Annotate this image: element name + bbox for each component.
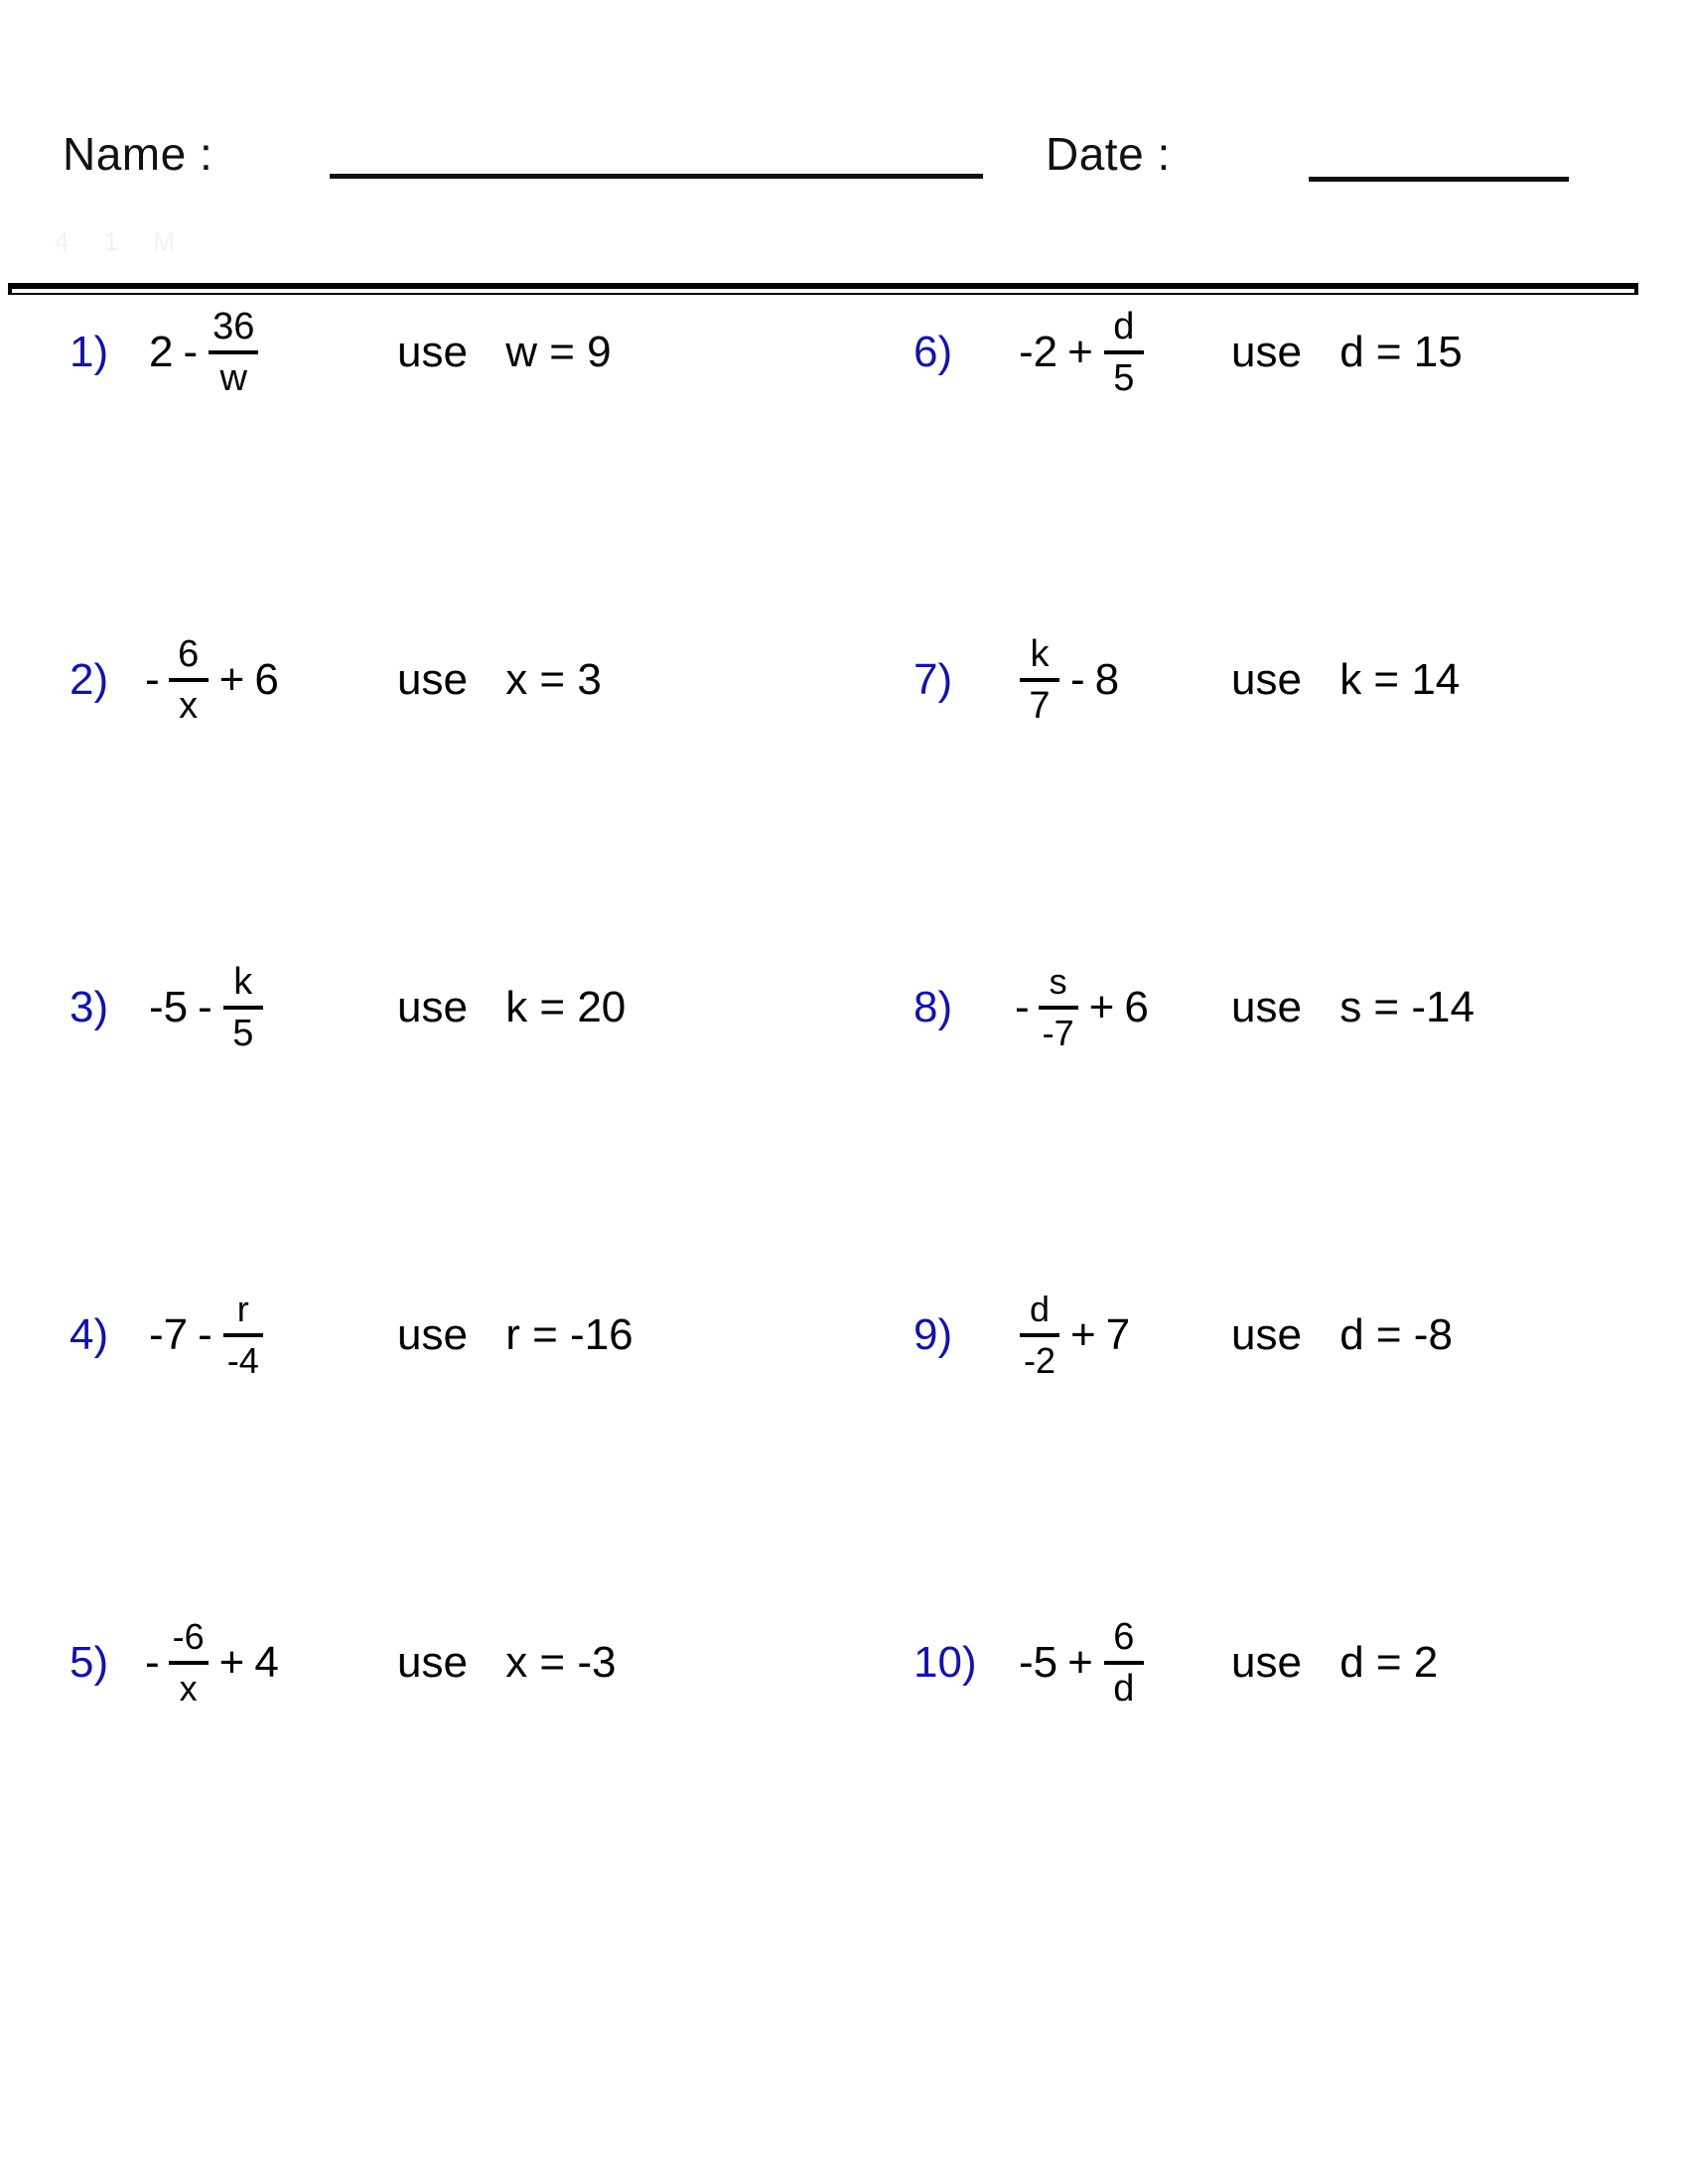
problem-number: 4) (70, 1310, 109, 1359)
substitution-value: k = 20 (505, 983, 627, 1031)
fraction (1104, 1615, 1144, 1710)
problem-number: 10) (914, 1638, 977, 1687)
problem-expression (145, 298, 263, 407)
substitution-value: d = 2 (1339, 1638, 1439, 1687)
first-term: -5 (1019, 1638, 1058, 1687)
fraction-denominator: 5 (232, 1013, 254, 1054)
problem-number: 6) (914, 328, 953, 376)
first-term: -7 (149, 1310, 189, 1359)
problem-4 (70, 1281, 633, 1400)
problem-row (0, 1608, 1688, 1936)
first-term: -5 (149, 983, 189, 1031)
fraction-denominator: 5 (1113, 357, 1135, 399)
fraction (223, 960, 263, 1055)
use-word: use (397, 655, 468, 704)
substitution-value: r = -16 (505, 1310, 633, 1359)
substitution-value: k = 14 (1339, 655, 1461, 704)
use-word: use (397, 328, 468, 376)
problem-expression (145, 1608, 283, 1717)
substitution-block (1231, 298, 1463, 407)
fraction-numerator: -6 (172, 1616, 205, 1657)
fraction (1020, 632, 1059, 728)
substitution-block (397, 953, 626, 1062)
first-term: 2 (149, 328, 174, 376)
substitution-block (397, 1281, 633, 1390)
trailing-operator: + (218, 1638, 245, 1687)
problem-2 (70, 625, 602, 745)
fraction-denominator: -4 (226, 1340, 259, 1381)
fraction-denominator: -2 (1024, 1340, 1056, 1381)
problem-3 (70, 953, 627, 1072)
problem-number: 8) (914, 983, 953, 1031)
header-divider-inner-line (12, 289, 1634, 293)
trailing-operator: + (218, 655, 245, 704)
fraction (209, 305, 258, 400)
fraction-numerator: d (1113, 306, 1135, 347)
substitution-block (1231, 1608, 1438, 1717)
fraction-numerator: 6 (1113, 1616, 1135, 1658)
problem-expression (1015, 625, 1123, 735)
fraction-bar (1039, 1006, 1078, 1010)
substitution-block (1231, 953, 1475, 1062)
leading-sign: - (145, 655, 160, 704)
substitution-value: d = 15 (1339, 328, 1463, 376)
use-word: use (1231, 1310, 1302, 1359)
problem-row (0, 1281, 1688, 1608)
substitution-block (1231, 625, 1460, 735)
use-word: use (1231, 655, 1302, 704)
problem-expression (1015, 1608, 1149, 1717)
fraction (1020, 1288, 1059, 1383)
name-write-line[interactable] (330, 174, 983, 179)
trailing-operator: + (1070, 1310, 1096, 1359)
use-word: use (397, 1638, 468, 1687)
problem-number: 1) (70, 328, 109, 376)
fraction-numerator: s (1049, 961, 1067, 1002)
problem-expression (145, 953, 268, 1062)
fraction-denominator: w (219, 357, 247, 399)
use-word: use (1231, 328, 1302, 376)
operator: + (1067, 328, 1093, 376)
date-write-line[interactable] (1309, 177, 1569, 182)
operator: + (1067, 1638, 1093, 1687)
leading-sign: - (1015, 983, 1030, 1031)
problem-expression (1015, 298, 1149, 407)
fraction-numerator: 6 (178, 633, 200, 675)
substitution-value: w = 9 (505, 328, 612, 376)
use-word: use (397, 1310, 468, 1359)
fraction-denominator: x (179, 1668, 198, 1708)
fraction-numerator: d (1029, 1289, 1051, 1329)
problem-5 (70, 1608, 617, 1727)
problem-1 (70, 298, 612, 417)
problem-sheet (0, 298, 1688, 1936)
problem-expression (1015, 1281, 1134, 1390)
operator: - (198, 983, 212, 1031)
trailing-term: 6 (1124, 983, 1149, 1031)
fraction-bar (1020, 1333, 1059, 1337)
operator: - (183, 328, 199, 376)
trailing-operator: - (1070, 655, 1085, 704)
operator: - (198, 1310, 212, 1359)
trailing-term: 4 (254, 1638, 279, 1687)
problem-expression (145, 1281, 268, 1390)
name-label: Name : (63, 128, 213, 180)
problem-9 (914, 1281, 1453, 1400)
fraction (169, 1615, 209, 1710)
fraction-denominator: 7 (1029, 685, 1051, 727)
problem-row (0, 298, 1688, 625)
substitution-block (397, 1608, 616, 1717)
problem-expression (1015, 953, 1153, 1062)
fraction-numerator: k (1030, 633, 1050, 675)
fraction (1104, 305, 1144, 400)
problem-6 (914, 298, 1463, 417)
fraction-bar (1104, 1661, 1144, 1665)
fraction (1039, 960, 1078, 1055)
substitution-block (397, 625, 602, 735)
problem-number: 5) (70, 1638, 109, 1687)
fraction-bar (1020, 678, 1059, 682)
fraction-denominator: x (179, 685, 199, 727)
problem-number: 2) (70, 655, 109, 704)
trailing-operator: + (1088, 983, 1115, 1031)
problem-number: 3) (70, 983, 109, 1031)
problem-number: 7) (914, 655, 953, 704)
substitution-block (1231, 1281, 1453, 1390)
fraction-bar (223, 1006, 263, 1010)
fraction-numerator: r (236, 1289, 249, 1329)
problem-expression (145, 625, 283, 735)
fraction-bar (169, 1661, 209, 1665)
substitution-value: d = -8 (1339, 1310, 1453, 1359)
leading-sign: - (145, 1638, 160, 1687)
substitution-value: x = 3 (505, 655, 602, 704)
problem-10 (914, 1608, 1439, 1727)
fraction-denominator: -7 (1042, 1013, 1074, 1053)
fraction (223, 1288, 263, 1383)
fraction-numerator: k (233, 961, 253, 1003)
problem-8 (914, 953, 1475, 1072)
problem-7 (914, 625, 1461, 745)
trailing-term: 6 (254, 655, 279, 704)
use-word: use (1231, 1638, 1302, 1687)
trailing-term: 8 (1094, 655, 1120, 704)
substitution-value: s = -14 (1339, 983, 1475, 1031)
first-term: -2 (1019, 328, 1058, 376)
substitution-value: x = -3 (505, 1638, 617, 1687)
trailing-term: 7 (1105, 1310, 1131, 1359)
use-word: use (397, 983, 468, 1031)
date-label: Date : (1046, 128, 1171, 180)
use-word: use (1231, 983, 1302, 1031)
problem-number: 9) (914, 1310, 953, 1359)
fraction-bar (223, 1333, 263, 1337)
fraction-bar (1104, 350, 1144, 354)
fraction-bar (169, 678, 209, 682)
fraction-denominator: d (1113, 1668, 1135, 1709)
substitution-block (397, 298, 612, 407)
faint-watermark: 4 1 M (55, 226, 190, 256)
problem-row (0, 625, 1688, 953)
worksheet-header (0, 0, 1688, 298)
fraction (169, 632, 209, 728)
fraction-bar (209, 350, 258, 354)
problem-row (0, 953, 1688, 1281)
fraction-numerator: 36 (212, 306, 255, 347)
